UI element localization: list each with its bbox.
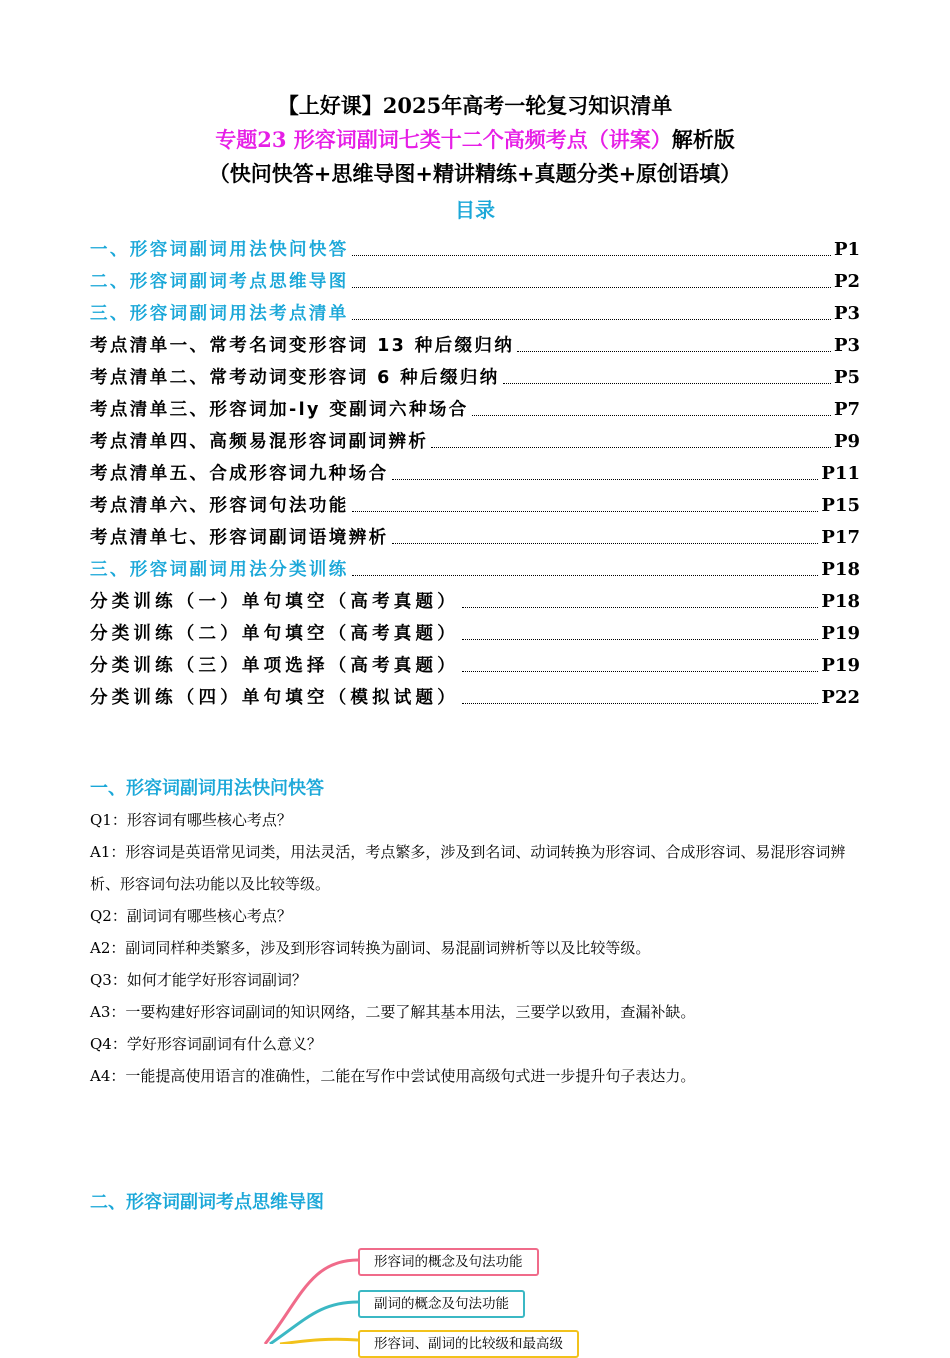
toc-entry-page: P3 (833, 303, 860, 324)
toc-entry-label: 分类训练（二）单句填空（高考真题） (90, 624, 459, 644)
qa-answer: A2：副词同样种类繁多，涉及到形容词转换为副词、易混副词辨析等以及比较等级。 (90, 939, 651, 957)
qa-answer: A1：形容词是英语常见词类，用法灵活，考点繁多，涉及到名词、动词转换为形容词、合成形容词、易混形容词辨析、形容词句法功能以及比较等级。 (90, 843, 846, 893)
toc-title: 目录 (455, 198, 495, 222)
toc-entry-label: 分类训练（四）单句填空（模拟试题） (90, 688, 459, 708)
toc-leader (503, 382, 831, 384)
toc-entry[interactable] (90, 581, 860, 613)
toc-entry[interactable] (90, 613, 860, 645)
toc-entry-page: P1 (833, 239, 860, 260)
toc-entry-label: 二、形容词副词考点思维导图 (90, 272, 349, 292)
mind-map-branch (270, 1302, 358, 1344)
subtitle-topic: 专题23 形容词副词七类十二个高频考点（讲案） (215, 127, 672, 152)
toc-leader (462, 638, 819, 640)
toc-leader (462, 670, 819, 672)
toc-entry-page: P22 (821, 687, 860, 708)
toc-entry[interactable] (90, 261, 860, 293)
toc-entry-label: 考点清单七、形容词副词语境辨析 (90, 528, 389, 548)
toc-entry[interactable] (90, 357, 860, 389)
toc-entry-label: 考点清单三、形容词加-ly 变副词六种场合 (90, 400, 469, 420)
toc-entry-label: 考点清单四、高频易混形容词副词辨析 (90, 432, 429, 452)
toc-entry[interactable] (90, 293, 860, 325)
section-heading-qa: 一、形容词副词用法快问快答 (90, 778, 324, 799)
toc-leader (431, 446, 831, 448)
toc-entry[interactable] (90, 549, 860, 581)
toc-entry[interactable] (90, 645, 860, 677)
qa-question: Q2：副词词有哪些核心考点？ (90, 907, 292, 925)
toc-entry-page: P19 (821, 655, 860, 676)
toc-entry[interactable] (90, 325, 860, 357)
toc-entry-label: 分类训练（三）单项选择（高考真题） (90, 656, 459, 676)
toc-entry-label: 考点清单一、常考名词变形容词 13 种后缀归纳 (90, 336, 515, 356)
toc-entry[interactable] (90, 421, 860, 453)
toc-entry-page: P5 (833, 367, 860, 388)
toc-entry[interactable] (90, 677, 860, 709)
toc-leader (462, 606, 819, 608)
toc-entry[interactable] (90, 229, 860, 261)
toc-leader (517, 350, 831, 352)
table-of-contents (90, 229, 860, 709)
qa-question: Q1：形容词有哪些核心考点？ (90, 811, 292, 829)
qa-answer: A4：一能提高使用语言的准确性，二能在写作中尝试使用高级句式进一步提升句子表达力。 (90, 1067, 696, 1085)
toc-entry-label: 考点清单五、合成形容词九种场合 (90, 464, 389, 484)
doc-features: （快问快答+思维导图+精讲精练+真题分类+原创语填） (208, 161, 742, 186)
toc-entry-label: 三、形容词副词用法考点清单 (90, 304, 349, 324)
qa-answer: A3：一要构建好形容词副词的知识网络，二要了解其基本用法，三要学以致用，查漏补缺。 (90, 1003, 696, 1021)
toc-entry[interactable] (90, 485, 860, 517)
toc-entry-page: P18 (821, 559, 860, 580)
toc-entry-page: P18 (821, 591, 860, 612)
mind-map-node: 副词的概念及句法功能 (358, 1290, 525, 1318)
toc-leader (352, 510, 819, 512)
mind-map (0, 1230, 950, 1352)
toc-leader (392, 542, 819, 544)
toc-entry-label: 考点清单六、形容词句法功能 (90, 496, 349, 516)
toc-entry-label: 三、形容词副词用法分类训练 (90, 560, 349, 580)
qa-question: Q4：学好形容词副词有什么意义？ (90, 1035, 322, 1053)
toc-entry-page: P17 (821, 527, 860, 548)
doc-subtitle (0, 126, 950, 154)
mind-map-node: 形容词的概念及句法功能 (358, 1248, 539, 1276)
toc-entry-label: 考点清单二、常考动词变形容词 6 种后缀归纳 (90, 368, 500, 388)
toc-entry-page: P15 (821, 495, 860, 516)
qa-question: Q3：如何才能学好形容词副词？ (90, 971, 307, 989)
section-heading-mindmap: 二、形容词副词考点思维导图 (90, 1192, 324, 1213)
toc-entry-label: 分类训练（一）单句填空（高考真题） (90, 592, 459, 612)
toc-entry[interactable] (90, 453, 860, 485)
subtitle-version: 解析版 (671, 127, 735, 152)
mind-map-node: 形容词、副词的比较级和最高级 (358, 1330, 579, 1358)
mind-map-branch (280, 1339, 358, 1344)
toc-leader (352, 574, 819, 576)
toc-entry-page: P2 (833, 271, 860, 292)
toc-entry-label: 一、形容词副词用法快问快答 (90, 240, 349, 260)
toc-leader (472, 414, 831, 416)
doc-title: 【上好课】2025年高考一轮复习知识清单 (277, 93, 673, 118)
toc-leader (352, 286, 831, 288)
toc-entry[interactable] (90, 517, 860, 549)
toc-entry-page: P9 (833, 431, 860, 452)
qa-list (90, 804, 860, 1092)
toc-entry[interactable] (90, 389, 860, 421)
toc-leader (352, 254, 831, 256)
toc-entry-page: P11 (821, 463, 860, 484)
toc-entry-page: P7 (833, 399, 860, 420)
toc-leader (392, 478, 819, 480)
toc-leader (352, 318, 831, 320)
toc-leader (462, 702, 819, 704)
toc-entry-page: P3 (833, 335, 860, 356)
toc-entry-page: P19 (821, 623, 860, 644)
